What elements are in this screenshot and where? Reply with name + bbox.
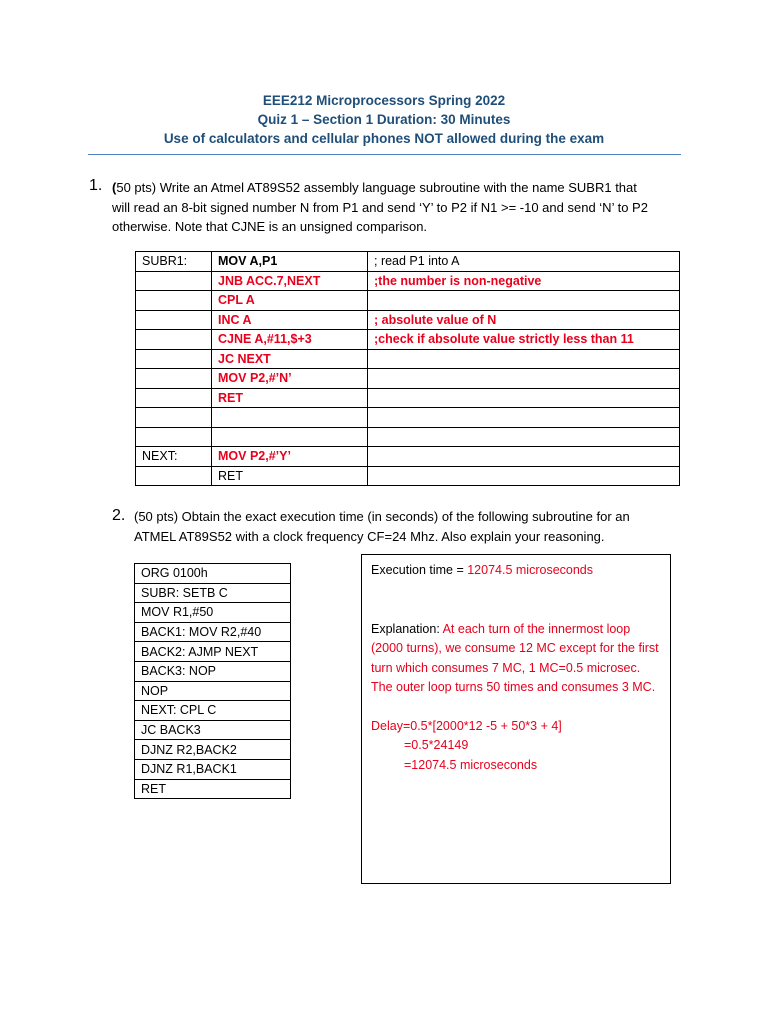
row-label [136, 369, 212, 389]
code-row [136, 408, 680, 428]
question-2-line-1: (50 pts) Obtain the exact execution time (in seconds) of the following subroutine for an [134, 509, 630, 524]
row-comment [368, 408, 680, 428]
row-comment [368, 369, 680, 389]
row-instruction [212, 408, 368, 428]
code-line: DJNZ R1,BACK1 [135, 759, 291, 779]
code-line-row [135, 642, 291, 662]
code-line: BACK1: MOV R2,#40 [135, 622, 291, 642]
code-row [136, 427, 680, 447]
row-instruction: JNB ACC.7,NEXT [212, 271, 368, 291]
row-instruction: MOV A,P1 [212, 252, 368, 272]
code-line: BACK3: NOP [135, 661, 291, 681]
row-label [136, 466, 212, 486]
code-line-row [135, 622, 291, 642]
row-comment: ; read P1 into A [368, 252, 680, 272]
row-label [136, 310, 212, 330]
code-line-row [135, 701, 291, 721]
question-2-text [134, 507, 630, 546]
row-comment: ;the number is non-negative [368, 271, 680, 291]
code-line: MOV R1,#50 [135, 603, 291, 623]
row-label [136, 330, 212, 350]
code-row [136, 330, 680, 350]
code-line-row [135, 603, 291, 623]
code-row [136, 466, 680, 486]
code-line-row [135, 740, 291, 760]
explanation-label: Explanation: [371, 621, 443, 636]
row-comment [368, 447, 680, 467]
question-1-number: 1. [89, 177, 103, 194]
row-comment [368, 466, 680, 486]
code-line: DJNZ R2,BACK2 [135, 740, 291, 760]
row-instruction: RET [212, 466, 368, 486]
row-instruction: CPL A [212, 291, 368, 311]
row-instruction: RET [212, 388, 368, 408]
delay-result: =12074.5 microseconds [404, 757, 538, 772]
row-comment [368, 427, 680, 447]
code-row [136, 252, 680, 272]
code-row [136, 369, 680, 389]
code-line: ORG 0100h [135, 564, 291, 584]
row-label [136, 388, 212, 408]
code-line-row [135, 779, 291, 799]
question-2-number: 2. [112, 507, 126, 524]
row-comment [368, 349, 680, 369]
row-comment: ; absolute value of N [368, 310, 680, 330]
row-comment: ;check if absolute value strictly less than 11 [368, 330, 680, 350]
row-label: NEXT: [136, 447, 212, 467]
code-line-row [135, 759, 291, 779]
question-1-text [112, 178, 648, 237]
code-row [136, 310, 680, 330]
header-divider [88, 154, 681, 155]
code-row [136, 447, 680, 467]
row-label: SUBR1: [136, 252, 212, 272]
row-comment [368, 388, 680, 408]
question-2-line-2: ATMEL AT89S52 with a clock frequency CF=24 Mhz. Also explain your reasoning. [134, 528, 605, 544]
code-row [136, 291, 680, 311]
code-line: SUBR: SETB C [135, 583, 291, 603]
quiz-rules: Use of calculators and cellular phones NOT allowed during the exam [163, 131, 605, 146]
code-row [136, 271, 680, 291]
code-line-row [135, 661, 291, 681]
code-row [136, 349, 680, 369]
subr1-code-table [135, 251, 680, 486]
row-instruction: INC A [212, 310, 368, 330]
code-line-row [135, 720, 291, 740]
row-instruction: CJNE A,#11,$+3 [212, 330, 368, 350]
row-label [136, 427, 212, 447]
row-instruction: MOV P2,#’N’ [212, 369, 368, 389]
quiz-title: EEE212 Microprocessors Spring 2022 [262, 93, 506, 108]
row-instruction: MOV P2,#’Y’ [212, 447, 368, 467]
question-1-line-1: Write an Atmel AT89S52 assembly language subroutine with the name SUBR1 that [156, 180, 637, 195]
row-label [136, 271, 212, 291]
row-label [136, 349, 212, 369]
row-comment [368, 291, 680, 311]
code-row [136, 388, 680, 408]
row-instruction [212, 427, 368, 447]
code-line: NEXT: CPL C [135, 701, 291, 721]
question-1-line-2: will read an 8-bit signed number N from P1 and send ‘Y’ to P2 if N1 >= -10 and send ‘N’ to P2 [112, 199, 648, 215]
code-line-row [135, 681, 291, 701]
row-label [136, 291, 212, 311]
explanation-text: At each turn of the innermost loop (2000 turns), we consume 12 MC except for the first turn which consumes 7 MC, 1 MC=0.5 microsec. The outer loop turns 50 times and consumes 3 MC. [371, 621, 659, 694]
question-1-points-open: ( [112, 180, 117, 195]
answer-box [361, 554, 671, 884]
execution-time-label: Execution time = [371, 563, 468, 577]
row-label [136, 408, 212, 428]
code-line-row [135, 583, 291, 603]
subroutine-code-table [134, 563, 291, 799]
question-1-line-3: otherwise. Note that CJNE is an unsigned comparison. [112, 219, 428, 234]
code-line: JC BACK3 [135, 720, 291, 740]
delay-formula: Delay=0.5*[2000*12 -5 + 50*3 + 4] [371, 718, 562, 733]
question-1-points: 50 pts) [116, 180, 157, 195]
code-line: BACK2: AJMP NEXT [135, 642, 291, 662]
delay-step-2: =0.5*24149 [404, 738, 469, 752]
explanation [371, 620, 661, 698]
code-line: RET [135, 779, 291, 799]
row-instruction: JC NEXT [212, 349, 368, 369]
execution-time-value: 12074.5 microseconds [467, 563, 594, 577]
execution-time-line [371, 561, 661, 581]
quiz-section-duration: Quiz 1 – Section 1 Duration: 30 Minutes [257, 112, 511, 127]
code-line-row [135, 564, 291, 584]
code-line: NOP [135, 681, 291, 701]
